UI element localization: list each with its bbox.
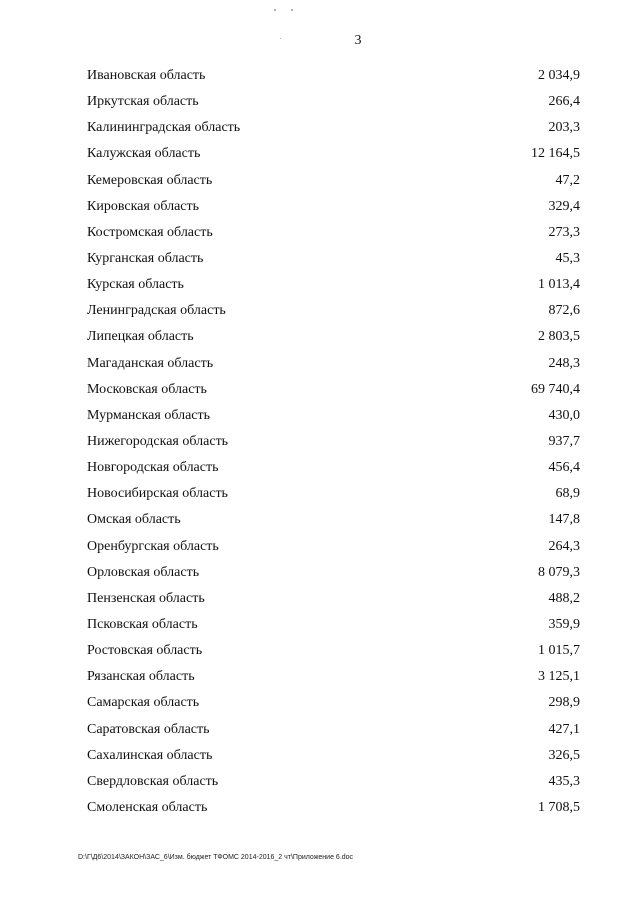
region-value: 435,3 <box>548 773 580 789</box>
region-name: Магаданская область <box>87 355 214 371</box>
table-row <box>87 115 580 141</box>
table-row <box>87 534 580 560</box>
region-name: Орловская область <box>87 564 200 580</box>
region-name: Рязанская область <box>87 669 195 685</box>
region-name: Мурманская область <box>87 407 211 423</box>
file-path-footer: D:\Г\Д6\2014\ЗАКОН\ЗАС_6\Изм. бюджет ТФОМС 2014-2016_2 чт\Приложение 6.doc <box>78 854 354 861</box>
region-value: 248,3 <box>548 355 580 371</box>
table-row <box>87 560 580 586</box>
region-name: Сахалинская область <box>87 747 213 763</box>
region-value: 203,3 <box>548 120 580 136</box>
region-name: Липецкая область <box>87 329 194 345</box>
table-row <box>87 743 580 769</box>
region-name: Ивановская область <box>87 68 206 84</box>
region-value: 427,1 <box>548 721 580 737</box>
region-name: Самарская область <box>87 695 200 711</box>
region-value: 2 034,9 <box>538 68 580 84</box>
table-row <box>87 795 580 821</box>
region-value: 68,9 <box>555 486 580 502</box>
region-value: 12 164,5 <box>531 146 580 162</box>
region-value: 329,4 <box>548 198 580 214</box>
region-name: Иркутская область <box>87 94 199 110</box>
region-value: 8 079,3 <box>538 564 580 580</box>
region-value: 1 015,7 <box>538 643 580 659</box>
region-name: Курская область <box>87 277 184 293</box>
table-row <box>87 298 580 324</box>
region-name: Пензенская область <box>87 590 205 606</box>
table-row <box>87 63 580 89</box>
table-row <box>87 717 580 743</box>
region-value: 430,0 <box>548 407 580 423</box>
region-name: Нижегородская область <box>87 434 229 450</box>
region-name: Курганская область <box>87 251 204 267</box>
region-value: 147,8 <box>548 512 580 528</box>
region-value: 326,5 <box>548 747 580 763</box>
region-name: Калужская область <box>87 146 201 162</box>
table-row <box>87 586 580 612</box>
table-row <box>87 168 580 194</box>
table-row <box>87 769 580 795</box>
region-name: Свердловская область <box>87 773 219 789</box>
table-row <box>87 664 580 690</box>
region-value: 266,4 <box>548 94 580 110</box>
region-name: Новосибирская область <box>87 486 228 502</box>
scan-speck <box>291 9 293 11</box>
region-name: Костромская область <box>87 224 213 240</box>
region-name: Кемеровская область <box>87 172 213 188</box>
region-name: Новгородская область <box>87 460 219 476</box>
table-row <box>87 481 580 507</box>
region-value: 2 803,5 <box>538 329 580 345</box>
region-value: 45,3 <box>555 251 580 267</box>
table-row <box>87 89 580 115</box>
table-row <box>87 351 580 377</box>
region-value: 937,7 <box>548 434 580 450</box>
table-row <box>87 272 580 298</box>
table-row <box>87 507 580 533</box>
region-name: Калининградская область <box>87 120 241 136</box>
region-value: 69 740,4 <box>531 381 580 397</box>
region-name: Псковская область <box>87 617 198 633</box>
region-value: 298,9 <box>548 695 580 711</box>
table-row <box>87 638 580 664</box>
region-value: 456,4 <box>548 460 580 476</box>
region-value: 1 708,5 <box>538 800 580 815</box>
region-value: 3 125,1 <box>538 669 580 685</box>
table-row <box>87 690 580 716</box>
region-name: Ленинградская область <box>87 303 226 319</box>
table-row <box>87 220 580 246</box>
table-row <box>87 429 580 455</box>
table-row <box>87 612 580 638</box>
table-row <box>87 403 580 429</box>
region-value: 1 013,4 <box>538 277 580 293</box>
region-name: Оренбургская область <box>87 538 219 554</box>
table-row <box>87 194 580 220</box>
region-name: Кировская область <box>87 198 200 214</box>
page-number: 3 <box>354 33 362 48</box>
table-row <box>87 141 580 167</box>
region-name: Омская область <box>87 512 181 528</box>
region-table <box>87 63 580 821</box>
region-value: 264,3 <box>548 538 580 554</box>
region-name: Московская область <box>87 381 207 397</box>
region-value: 273,3 <box>548 224 580 240</box>
table-row <box>87 246 580 272</box>
region-name: Саратовская область <box>87 721 210 737</box>
region-value: 359,9 <box>548 617 580 633</box>
scan-speck <box>274 9 276 11</box>
table-row <box>87 455 580 481</box>
table-row <box>87 377 580 403</box>
region-name: Ростовская область <box>87 643 203 659</box>
region-value: 872,6 <box>548 303 580 319</box>
region-name: Смоленская область <box>87 800 208 815</box>
region-value: 47,2 <box>555 172 580 188</box>
region-value: 488,2 <box>548 590 580 606</box>
table-row <box>87 324 580 350</box>
